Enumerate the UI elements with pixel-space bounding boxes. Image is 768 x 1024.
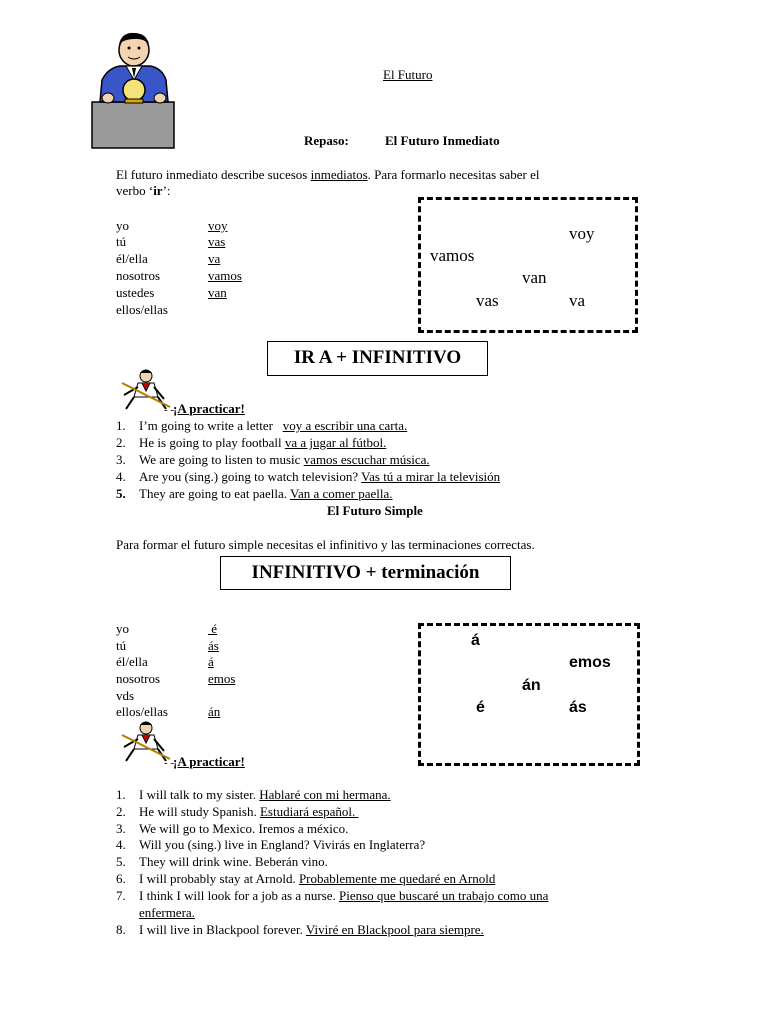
list-item <box>116 854 328 870</box>
box-word: emos <box>569 654 611 671</box>
item-number: 4. <box>116 837 126 852</box>
simple-intro: Para formar el futuro simple necesitas el infinitivo y las terminaciones correctas. <box>116 537 535 552</box>
pronoun: él/ella <box>116 654 148 669</box>
item-number: 5. <box>116 486 126 501</box>
intro-text-1: El futuro inmediato describe sucesos <box>116 167 311 182</box>
verb-form: voy <box>208 218 228 233</box>
list-item <box>116 871 495 887</box>
item-spanish: Probablemente me quedaré en Arnold <box>298 871 496 886</box>
ending-form: ás <box>208 638 219 653</box>
item-english: They are going to eat paella. <box>139 486 291 501</box>
verb-form: vamos <box>208 268 242 283</box>
item-number: 3. <box>116 821 126 836</box>
ending-form: án <box>208 704 221 719</box>
repaso-label: Repaso: <box>304 133 349 148</box>
section-title-futuro-simple: El Futuro Simple <box>327 503 423 518</box>
pronoun: nosotros <box>116 268 161 283</box>
item-english: I’m going to write a letter <box>139 418 277 433</box>
intro-text-4: ’: <box>162 183 171 198</box>
item-english: Are you (sing.) going to watch television? <box>139 469 362 484</box>
item-number: 8. <box>116 922 126 937</box>
item-english: We are going to listen to music <box>139 452 304 467</box>
box-word: ás <box>569 699 587 716</box>
list-item <box>116 922 484 938</box>
pronoun: nosotros <box>116 671 161 686</box>
item-spanish: va a jugar al fútbol. <box>284 435 387 450</box>
list-item <box>116 837 425 853</box>
item-number: 2. <box>116 435 126 450</box>
box-word: vas <box>476 291 499 310</box>
box-word: án <box>522 677 541 694</box>
item-number: 6. <box>116 871 126 886</box>
dash-deco: - - <box>164 404 175 416</box>
pronoun: él/ella <box>116 251 148 266</box>
item-number: 1. <box>116 418 126 433</box>
intro-text-underlined: inmediatos <box>310 167 368 182</box>
repaso-title: El Futuro Inmediato <box>385 133 500 148</box>
formula-ir-a-infinitivo: IR A + INFINITIVO <box>267 341 488 376</box>
item-english: He is going to play football <box>139 435 285 450</box>
list-item <box>116 452 430 468</box>
list-item <box>116 486 393 502</box>
verb-form: vas <box>208 234 226 249</box>
list-item <box>116 787 391 803</box>
ending-form: emos <box>208 671 236 686</box>
list-item <box>116 888 548 904</box>
item-spanish: Viviré en Blackpool para siempre. <box>305 922 484 937</box>
item-english: I will talk to my sister. <box>139 787 260 802</box>
list-item <box>116 905 195 921</box>
item-english: We will go to Mexico. Iremos a méxico. <box>139 821 349 836</box>
pronoun: ellos/ellas <box>116 704 168 719</box>
item-spanish: Vas tú a mirar la televisión <box>361 469 501 484</box>
item-english: He will study Spanish. <box>139 804 260 819</box>
item-number: 5. <box>116 854 126 869</box>
box-word: vamos <box>430 246 475 265</box>
list-item <box>116 418 407 434</box>
page-title: El Futuro <box>383 67 433 82</box>
item-number: 1. <box>116 787 126 802</box>
item-number: 2. <box>116 804 126 819</box>
pronoun: ellos/ellas <box>116 302 168 317</box>
item-spanish: vamos escuchar música. <box>303 452 430 467</box>
pronoun: tú <box>116 638 127 653</box>
item-english: I think I will look for a job as a nurse. <box>139 888 340 903</box>
pronoun: ustedes <box>116 285 155 300</box>
item-number: 7. <box>116 888 126 903</box>
box-word: va <box>569 291 586 310</box>
pronoun: yo <box>116 218 129 233</box>
ending-form: é <box>208 621 218 636</box>
list-item <box>116 804 359 820</box>
item-english: They will drink wine. Beberán vino. <box>139 854 328 869</box>
pronoun: vds <box>116 688 135 703</box>
intro-text-3: verbo ‘ <box>116 183 154 198</box>
item-english: I will probably stay at Arnold. <box>139 871 299 886</box>
box-word: voy <box>569 224 595 243</box>
list-item <box>116 435 386 451</box>
intro-text-2: . Para formarlo necesitas saber el <box>367 167 540 182</box>
pronoun: tú <box>116 234 127 249</box>
box-word: é <box>476 699 485 716</box>
item-english: Will you (sing.) live in England? Vivirás en Inglaterra? <box>139 837 426 852</box>
item-spanish: Van a comer paella. <box>290 486 393 501</box>
box-word: á <box>471 632 480 649</box>
practice-label: ¡A practicar! <box>173 401 245 416</box>
intro-text-bold: ir <box>153 183 163 198</box>
practice-label: ¡A practicar! <box>173 754 245 769</box>
box-word: van <box>522 268 547 287</box>
formula-infinitivo-terminacion: INFINITIVO + terminación <box>220 556 511 590</box>
verb-form: va <box>208 251 221 266</box>
verb-form: van <box>208 285 227 300</box>
item-english: I will live in Blackpool forever. <box>139 922 306 937</box>
fortune-teller-clipart <box>88 30 180 152</box>
list-item <box>116 469 500 485</box>
item-number: 3. <box>116 452 126 467</box>
item-spanish: Estudiará español. <box>259 804 359 819</box>
intro-paragraph <box>116 167 636 199</box>
item-spanish: Pienso que buscaré un trabajo como una <box>339 888 549 903</box>
item-spanish: Hablaré con mi hermana. <box>259 787 391 802</box>
item-number: 4. <box>116 469 126 484</box>
item-spanish: enfermera. <box>139 905 195 920</box>
ending-form: á <box>208 654 214 669</box>
pronoun: yo <box>116 621 129 636</box>
list-item <box>116 821 348 837</box>
item-spanish: voy a escribir una carta. <box>282 418 408 433</box>
dash-deco: - - <box>164 757 175 769</box>
